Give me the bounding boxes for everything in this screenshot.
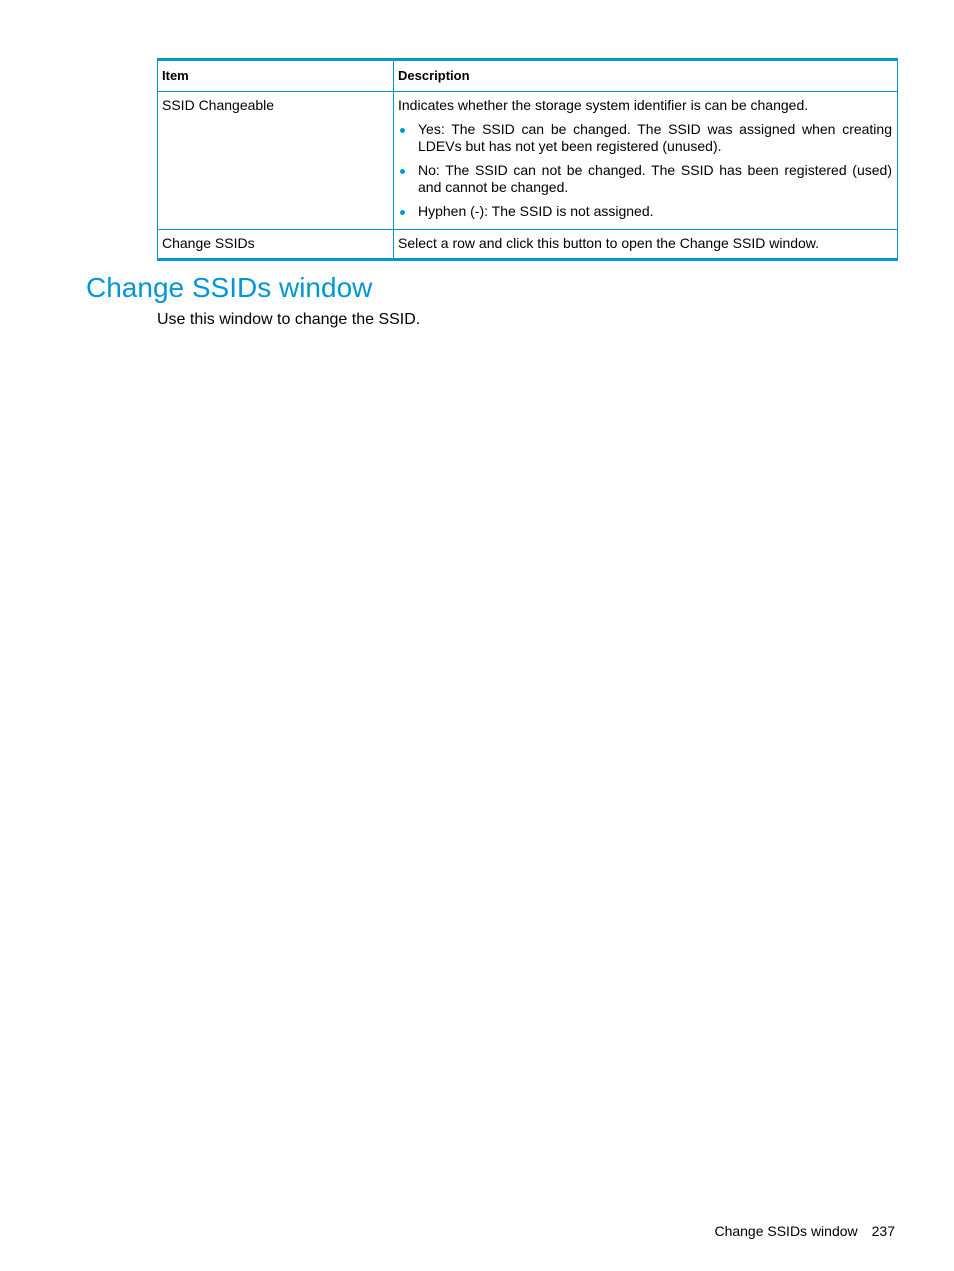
item-cell-ssid-changeable: SSID Changeable <box>158 92 394 230</box>
table-row <box>158 92 898 230</box>
bullet-item-hyphen <box>398 203 892 220</box>
section-title: Change SSIDs window <box>86 272 373 303</box>
bullet-icon <box>400 210 405 215</box>
description-cell-change-ssids <box>394 230 898 260</box>
column-header-item: Item <box>158 60 394 92</box>
table-row <box>158 230 898 260</box>
bullet-text: Hyphen (-): The SSID is not assigned. <box>418 203 654 219</box>
bullet-item-yes <box>398 121 892 155</box>
item-description-table <box>157 58 898 261</box>
description-intro: Indicates whether the storage system identifier is can be changed. <box>398 97 809 113</box>
bullet-item-no <box>398 162 892 196</box>
column-header-description: Description <box>394 60 898 92</box>
page-number: 237 <box>871 1223 895 1239</box>
description-intro: Select a row and click this button to open the Change SSID window. <box>398 235 820 251</box>
description-cell-ssid-changeable <box>394 92 898 230</box>
bullet-text: Yes: The SSID can be changed. The SSID was assigned when creating LDEVs but has not yet been registered (unused). <box>418 121 892 154</box>
item-cell-change-ssids: Change SSIDs <box>158 230 394 260</box>
bullet-icon <box>400 169 405 174</box>
page-footer <box>714 1222 895 1240</box>
bullet-text: No: The SSID can not be changed. The SSID has been registered (used) and cannot be changed. <box>418 162 892 195</box>
bullet-icon <box>400 128 405 133</box>
footer-section-label: Change SSIDs window <box>714 1223 858 1239</box>
bullet-list <box>398 121 892 220</box>
section-body-text: Use this window to change the SSID. <box>157 311 421 328</box>
table-header-row <box>158 60 898 92</box>
